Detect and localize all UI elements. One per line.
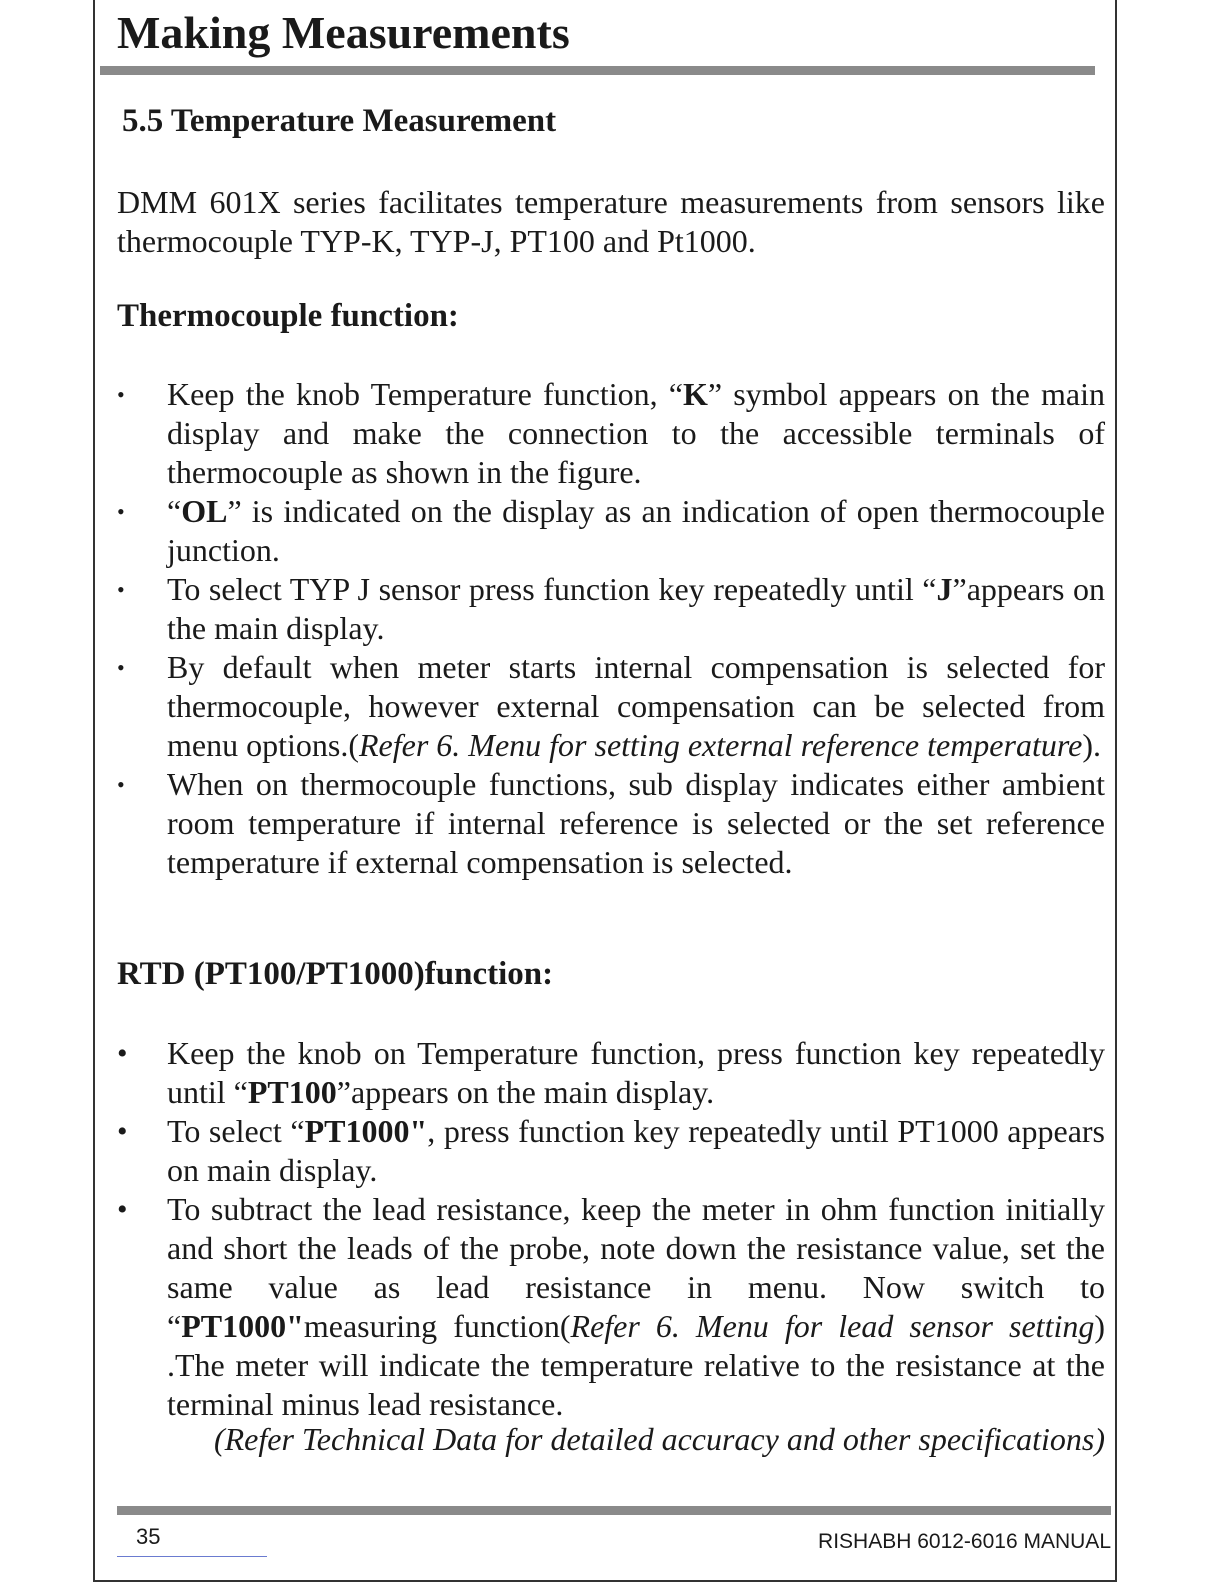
page-number: 35 bbox=[136, 1524, 161, 1549]
text-run: ). bbox=[1082, 727, 1101, 763]
text-run: ”appears on the main display. bbox=[167, 571, 1106, 646]
list-item bbox=[117, 765, 1105, 882]
pt100-symbol: PT100 bbox=[247, 1074, 337, 1110]
menu-reference: Refer 6. Menu for lead sensor setting bbox=[570, 1308, 1095, 1344]
title-divider bbox=[100, 66, 1095, 75]
rtd-heading: RTD (PT100/PT1000)function: bbox=[117, 956, 554, 992]
thermocouple-list bbox=[117, 375, 1105, 882]
text-run: ) .The meter will indicate the temperature relative to the resistance at the terminal minus lead resistance. bbox=[167, 1308, 1106, 1422]
text-run: measuring function( bbox=[303, 1308, 571, 1344]
bullet-icon: • bbox=[117, 1193, 128, 1226]
list-item bbox=[117, 570, 1105, 648]
text-run: , press function key repeatedly until PT1000 appears on main display. bbox=[167, 1113, 1106, 1188]
j-symbol: J bbox=[936, 571, 953, 607]
menu-reference: Refer 6. Menu for setting external reference temperature bbox=[358, 727, 1083, 763]
text-run: By default when meter starts internal compensation is selected for thermocouple, however external compensation can be selected from menu options.( bbox=[167, 649, 1105, 763]
footnote: (Refer Technical Data for detailed accuracy and other specifications) bbox=[213, 1421, 1105, 1457]
page-title: Making Measurements bbox=[117, 7, 570, 58]
list-item bbox=[117, 492, 1105, 570]
thermocouple-heading: Thermocouple function: bbox=[117, 298, 459, 334]
text-run: To select TYP J sensor press function key repeatedly until “ bbox=[167, 571, 937, 607]
bullet-icon: • bbox=[117, 382, 125, 407]
text-run: ” is indicated on the display as an indication of open thermocouple junction. bbox=[167, 493, 1105, 568]
bullet-icon: • bbox=[117, 772, 125, 797]
bullet-icon: • bbox=[117, 1115, 128, 1148]
bullet-icon: • bbox=[117, 577, 125, 602]
list-item bbox=[117, 375, 1105, 492]
pt1000-symbol: PT1000" bbox=[181, 1308, 304, 1344]
section-heading: 5.5 Temperature Measurement bbox=[122, 103, 557, 139]
text-run: When on thermocouple functions, sub display indicates either ambient room temperature if internal reference is selected or the set reference temperature if external compensation is selected. bbox=[167, 766, 1105, 880]
bullet-icon: • bbox=[117, 499, 125, 524]
text-run: To select “ bbox=[167, 1113, 305, 1149]
list-item bbox=[117, 1034, 1105, 1112]
pt1000-symbol: PT1000" bbox=[304, 1113, 428, 1149]
list-item bbox=[117, 648, 1105, 765]
text-run: “ bbox=[167, 493, 182, 529]
intro-paragraph: DMM 601X series facilitates temperature measurements from sensors like thermocouple TYP-K, TYP-J, PT100 and Pt1000. bbox=[117, 184, 1105, 259]
k-symbol: K bbox=[682, 376, 708, 412]
text-run: ” symbol appears on the main display and make the connection to the accessible terminals of thermocouple as shown in the figure. bbox=[167, 376, 1106, 490]
text-run: Keep the knob Temperature function, “ bbox=[167, 376, 683, 412]
text-run: Keep the knob on Temperature function, press function key repeatedly until “ bbox=[167, 1035, 1105, 1110]
bullet-icon: • bbox=[117, 1037, 128, 1070]
rtd-list bbox=[117, 1034, 1105, 1424]
footer-divider bbox=[117, 1506, 1111, 1515]
bullet-icon: • bbox=[117, 655, 125, 680]
manual-name: RISHABH 6012-6016 MANUAL bbox=[818, 1530, 1111, 1553]
text-run: ”appears on the main display. bbox=[336, 1074, 715, 1110]
list-item bbox=[117, 1112, 1105, 1190]
list-item bbox=[117, 1190, 1105, 1424]
page-number-underline bbox=[117, 1556, 267, 1557]
ol-symbol: OL bbox=[181, 493, 228, 529]
text-run: To subtract the lead resistance, keep the meter in ohm function initially and short the leads of the probe, note down the resistance value, set the same value as lead resistance in menu. Now switch to “ bbox=[167, 1191, 1105, 1344]
